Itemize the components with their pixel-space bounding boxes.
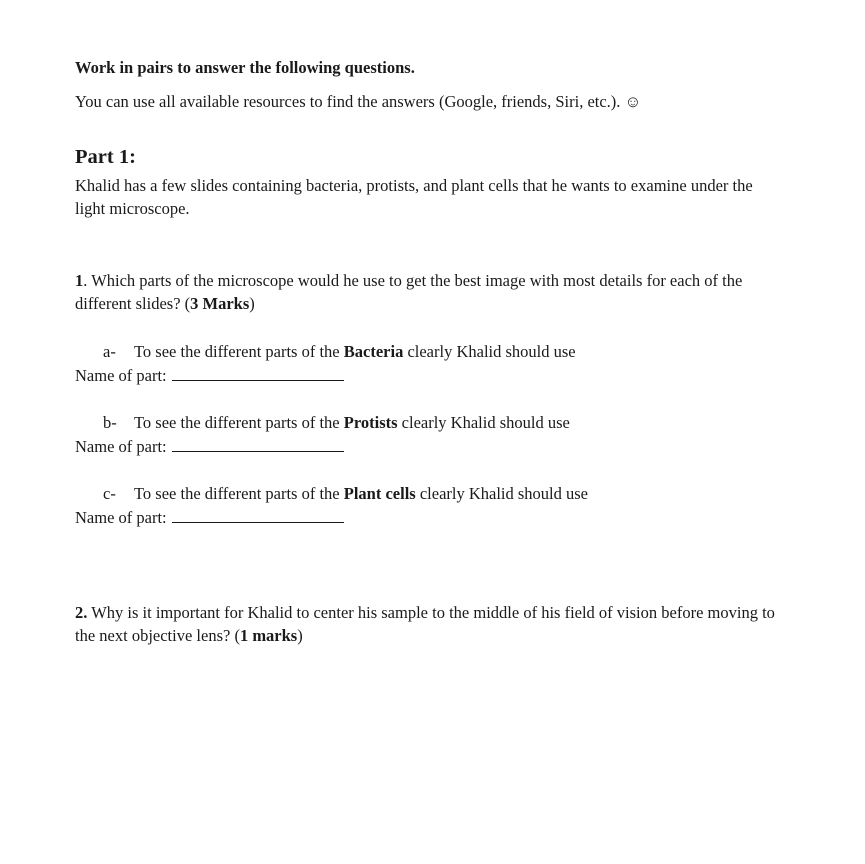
subquestion-prefix: To see the different parts of the bbox=[134, 342, 344, 361]
question-1-line-1 bbox=[75, 270, 742, 292]
subquestion-letter: a- bbox=[103, 342, 116, 361]
question-2-line-2 bbox=[75, 625, 303, 647]
resources-text: You can use all available resources to find the answers (Google, friends, Siri, etc.). ☺ bbox=[75, 92, 642, 111]
subquestion-prefix: To see the different parts of the bbox=[134, 413, 344, 432]
answer-blank-a[interactable] bbox=[172, 365, 344, 381]
part-heading: Part 1: bbox=[75, 146, 136, 168]
question-1-line-2 bbox=[75, 293, 255, 315]
subquestion-letter: b- bbox=[103, 413, 117, 432]
question-1-text-prefix: different slides? ( bbox=[75, 294, 191, 313]
answer-label: Name of part: bbox=[75, 366, 167, 385]
question-1-number: 1 bbox=[75, 271, 84, 290]
subquestion-subject: Protists bbox=[343, 413, 398, 432]
answer-line-c bbox=[75, 507, 344, 529]
subquestion-suffix: clearly Khalid should use bbox=[403, 342, 576, 361]
instruction-text: Work in pairs to answer the following questions. bbox=[75, 58, 415, 77]
question-2-text: Why is it important for Khalid to center his sample to the middle of his field of vision before moving to bbox=[87, 603, 775, 622]
context-line-2: light microscope. bbox=[75, 199, 190, 218]
subquestion-subject: Plant cells bbox=[343, 484, 416, 503]
subquestion-c bbox=[103, 483, 588, 505]
subquestion-suffix: clearly Khalid should use bbox=[397, 413, 570, 432]
question-1-marks: 3 Marks bbox=[190, 294, 250, 313]
subquestion-letter: c- bbox=[103, 484, 116, 503]
subquestion-a bbox=[103, 341, 576, 363]
subquestion-subject: Bacteria bbox=[343, 342, 404, 361]
question-2-text-suffix: ) bbox=[297, 626, 303, 645]
answer-blank-c[interactable] bbox=[172, 507, 344, 523]
subquestion-prefix: To see the different parts of the bbox=[134, 484, 344, 503]
question-1-text: . Which parts of the microscope would he use to get the best image with most details for each of the bbox=[83, 271, 743, 290]
context-line-1: Khalid has a few slides containing bacteria, protists, and plant cells that he wants to examine under the bbox=[75, 176, 753, 195]
question-2-number: 2. bbox=[75, 603, 88, 622]
question-2-marks: 1 marks bbox=[239, 626, 298, 645]
question-2-line-1 bbox=[75, 602, 775, 624]
question-1-text-suffix: ) bbox=[249, 294, 255, 313]
answer-label: Name of part: bbox=[75, 437, 167, 456]
subquestion-b bbox=[103, 412, 570, 434]
answer-blank-b[interactable] bbox=[172, 436, 344, 452]
answer-line-a bbox=[75, 365, 344, 387]
answer-line-b bbox=[75, 436, 344, 458]
cropped-header-fragment bbox=[395, 0, 505, 2]
subquestion-suffix: clearly Khalid should use bbox=[415, 484, 589, 503]
answer-label: Name of part: bbox=[75, 508, 167, 527]
question-2-text-prefix: the next objective lens? ( bbox=[75, 626, 240, 645]
